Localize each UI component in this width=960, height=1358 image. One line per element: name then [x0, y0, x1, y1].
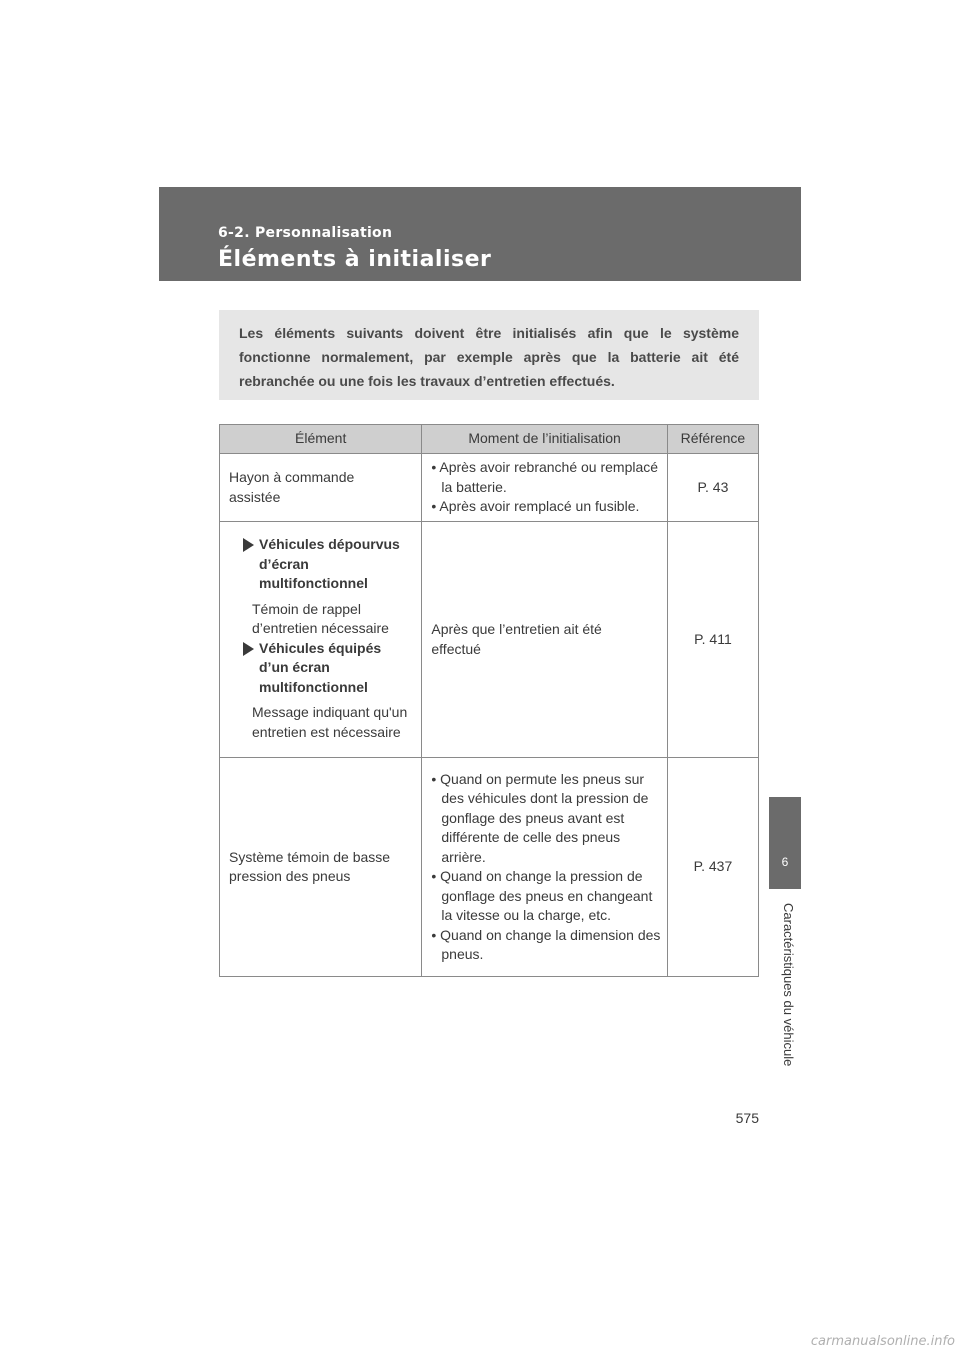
- triangle-arrow-icon: [243, 538, 254, 552]
- header-moment: Moment de l’initialisation: [422, 425, 667, 454]
- section-label: 6-2. Personnalisation: [218, 225, 393, 241]
- moment-bullet: • Quand on permute les pneus sur des véhicules dont la pression de gonflage des pneus avant est différente de celle des pneus arrière.: [431, 770, 649, 865]
- page-title: Éléments à initialiser: [218, 247, 492, 272]
- page-number: 575: [735, 1110, 759, 1126]
- item-line: Système témoin de basse: [229, 848, 391, 865]
- group-label: Véhicules équipés d’un écran multifonctionnel: [259, 639, 382, 695]
- item-text: Message indiquant qu'un entretien est nécessaire: [252, 704, 408, 740]
- item-cell: [220, 454, 422, 522]
- chapter-label: Caractéristiques du véhicule: [781, 903, 796, 1067]
- moment-bullet: • Après avoir rebranché ou remplacé la batterie.: [431, 459, 659, 495]
- chapter-tab: [769, 797, 801, 889]
- chapter-number: 6: [781, 855, 789, 869]
- table-row: [220, 522, 759, 758]
- triangle-arrow-icon: [243, 642, 254, 656]
- reference-cell: P. 411: [667, 522, 758, 758]
- moment-bullet: • Quand on change la pression de gonflage des pneus en changeant la vitesse ou la charge, etc.: [431, 868, 653, 923]
- moment-bullet: • Après avoir remplacé un fusible.: [431, 498, 640, 515]
- header-element: Élément: [220, 425, 422, 454]
- item-cell: [220, 758, 422, 977]
- moment-cell: [422, 522, 667, 758]
- item-line: assistée: [229, 488, 281, 505]
- item-cell: [220, 522, 422, 758]
- group-heading: [220, 639, 413, 698]
- reference-cell: P. 43: [667, 454, 758, 522]
- moment-bullet: • Quand on change la dimension des pneus.: [431, 926, 661, 962]
- table-row: [220, 758, 759, 977]
- header-reference: Référence: [667, 425, 758, 454]
- moment-cell: [422, 758, 667, 977]
- moment-cell: [422, 454, 667, 522]
- item-text: Témoin de rappel d’entretien nécessaire: [252, 600, 389, 636]
- table-row: [220, 454, 759, 522]
- group-label: Véhicules dépourvus d’écran multifonctionnel: [259, 536, 400, 591]
- item-line: pression des pneus: [229, 868, 351, 884]
- moment-line: Après que l’entretien ait été: [431, 621, 602, 637]
- reference-cell: P. 437: [667, 758, 758, 977]
- chapter-header: [159, 187, 801, 281]
- table-header-row: [220, 425, 759, 454]
- watermark: carmanualsonline.info: [810, 1334, 955, 1349]
- group-heading: [220, 535, 413, 594]
- items-table: [219, 424, 759, 977]
- item-line: Hayon à commande: [229, 469, 355, 485]
- moment-line: effectué: [431, 640, 481, 657]
- intro-box: Les éléments suivants doivent être initialisés afin que le système fonctionne normalement, par exemple après que la batterie ait été rebranchée ou une fois les travaux d’entretien effectués.: [219, 310, 759, 400]
